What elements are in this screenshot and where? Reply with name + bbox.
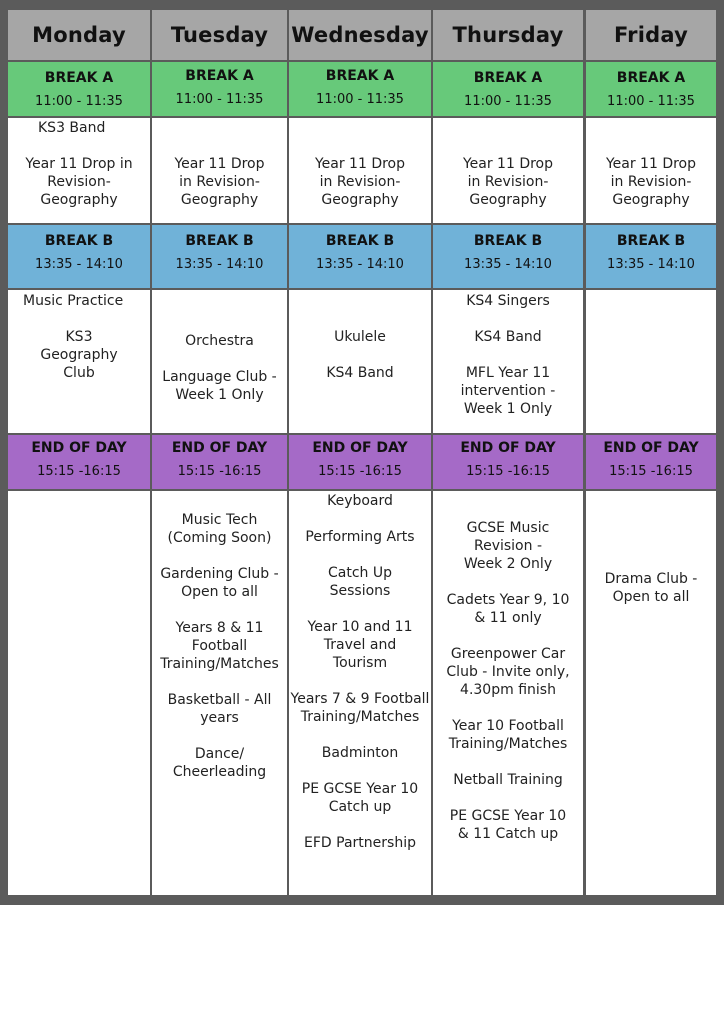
list-item: MFL Year 11 intervention - Week 1 Only <box>460 365 556 417</box>
end-of-day-label: END OF DAY <box>603 440 699 456</box>
list-item: KS3 Geography Club <box>40 329 118 381</box>
break-b-time: 13:35 - 14:10 <box>175 257 264 272</box>
list-item: Catch Up Sessions <box>328 565 392 599</box>
break-a-label: BREAK A <box>325 68 395 84</box>
break-b-activities-thursday <box>433 290 583 433</box>
end-of-day-activities-wednesday <box>289 491 431 895</box>
break-b-label: BREAK B <box>616 233 686 249</box>
break-a-time: 11:00 - 11:35 <box>464 94 552 109</box>
end-of-day-time: 15:15 -16:15 <box>609 464 693 479</box>
list-item: Year 11 Drop in Revision- Geography <box>314 156 406 208</box>
list-item: KS4 Band <box>474 329 542 345</box>
break-a-time: 11:00 - 11:35 <box>607 94 695 109</box>
list-item: KS3 Band <box>38 120 106 136</box>
list-item: Netball Training <box>453 772 563 788</box>
break-b-label: BREAK B <box>325 233 395 249</box>
break-b-label: BREAK B <box>185 233 254 249</box>
break-b-tuesday <box>152 225 287 288</box>
list-item: KS4 Singers <box>466 293 550 309</box>
break-a-tuesday <box>152 62 287 116</box>
day-header-wednesday: Wednesday <box>289 10 431 60</box>
break-a-time: 11:00 - 11:35 <box>316 92 404 107</box>
end-of-day-time: 15:15 -16:15 <box>318 464 402 479</box>
list-item: GCSE Music Revision - Week 2 Only <box>463 520 553 572</box>
break-b-label: BREAK B <box>473 233 543 249</box>
break-a-activities-wednesday <box>289 118 431 223</box>
break-a-label: BREAK A <box>44 70 114 86</box>
end-of-day-friday <box>586 435 716 489</box>
break-a-thursday <box>433 62 583 116</box>
list-item: Cadets Year 9, 10 & 11 only <box>446 592 570 626</box>
list-item: Basketball - All years <box>167 692 272 726</box>
end-of-day-label: END OF DAY <box>171 440 268 456</box>
break-b-friday <box>586 225 716 288</box>
list-item: Gardening Club - Open to all <box>160 566 279 600</box>
end-of-day-activities-monday <box>8 491 150 895</box>
break-b-label: BREAK B <box>44 233 114 249</box>
break-a-time: 11:00 - 11:35 <box>175 92 264 107</box>
list-item: EFD Partnership <box>304 835 416 851</box>
break-b-wednesday <box>289 225 431 288</box>
list-item: Years 8 & 11 Football Training/Matches <box>160 620 279 672</box>
break-b-thursday <box>433 225 583 288</box>
break-a-activities-friday <box>586 118 716 223</box>
end-of-day-time: 15:15 -16:15 <box>177 464 262 479</box>
break-b-time: 13:35 - 14:10 <box>464 257 552 272</box>
break-a-time: 11:00 - 11:35 <box>35 94 123 109</box>
break-a-friday <box>586 62 716 116</box>
break-a-label: BREAK A <box>616 70 686 86</box>
break-b-time: 13:35 - 14:10 <box>35 257 123 272</box>
list-item: Year 11 Drop in Revision- Geography <box>25 156 133 208</box>
break-a-label: BREAK A <box>473 70 543 86</box>
list-item: Ukulele <box>334 329 386 345</box>
break-a-activities-monday <box>8 118 150 223</box>
break-a-label: BREAK A <box>185 68 254 84</box>
end-of-day-activities-thursday <box>433 491 583 895</box>
end-of-day-activities-friday <box>586 491 716 895</box>
list-item: Years 7 & 9 Football Training/Matches <box>290 691 430 725</box>
list-item: Language Club - Week 1 Only <box>162 369 277 403</box>
list-item: Year 10 and 11 Travel and Tourism <box>307 619 413 671</box>
end-of-day-label: END OF DAY <box>312 440 408 456</box>
end-of-day-thursday <box>433 435 583 489</box>
list-item: KS4 Band <box>326 365 394 381</box>
end-of-day-monday <box>8 435 150 489</box>
break-b-activities-tuesday <box>152 290 287 433</box>
end-of-day-wednesday <box>289 435 431 489</box>
break-a-activities-tuesday <box>152 118 287 223</box>
list-item: Year 11 Drop in Revision- Geography <box>462 156 554 208</box>
list-item: PE GCSE Year 10 Catch up <box>301 781 419 815</box>
end-of-day-activities-tuesday <box>152 491 287 895</box>
list-item: Music Practice <box>23 293 124 309</box>
break-a-wednesday <box>289 62 431 116</box>
end-of-day-time: 15:15 -16:15 <box>37 464 121 479</box>
list-item: Year 10 Football Training/Matches <box>448 718 568 752</box>
break-b-activities-monday <box>8 290 150 433</box>
end-of-day-label: END OF DAY <box>460 440 556 456</box>
list-item: Year 11 Drop in Revision- Geography <box>605 156 697 208</box>
break-a-activities-thursday <box>433 118 583 223</box>
break-b-activities-wednesday <box>289 290 431 433</box>
list-item: Performing Arts <box>305 529 415 545</box>
day-header-friday: Friday <box>586 10 716 60</box>
end-of-day-time: 15:15 -16:15 <box>466 464 550 479</box>
list-item: Keyboard <box>327 493 393 509</box>
list-item: Badminton <box>321 745 399 761</box>
break-b-monday <box>8 225 150 288</box>
break-b-activities-friday <box>586 290 716 433</box>
list-item: Year 11 Drop in Revision- Geography <box>174 156 265 208</box>
day-header-monday: Monday <box>8 10 150 60</box>
break-b-time: 13:35 - 14:10 <box>607 257 695 272</box>
list-item: Dance/ Cheerleading <box>172 746 267 780</box>
day-header-tuesday: Tuesday <box>152 10 287 60</box>
end-of-day-tuesday <box>152 435 287 489</box>
list-item: Greenpower Car Club - Invite only, 4.30pm finish <box>446 646 570 698</box>
day-header-thursday: Thursday <box>433 10 583 60</box>
break-b-time: 13:35 - 14:10 <box>316 257 404 272</box>
list-item: PE GCSE Year 10 & 11 Catch up <box>449 808 567 842</box>
end-of-day-label: END OF DAY <box>31 440 127 456</box>
list-item: Music Tech (Coming Soon) <box>167 512 272 546</box>
list-item: Orchestra <box>185 333 254 349</box>
list-item: Drama Club - Open to all <box>604 571 698 605</box>
break-a-monday <box>8 62 150 116</box>
